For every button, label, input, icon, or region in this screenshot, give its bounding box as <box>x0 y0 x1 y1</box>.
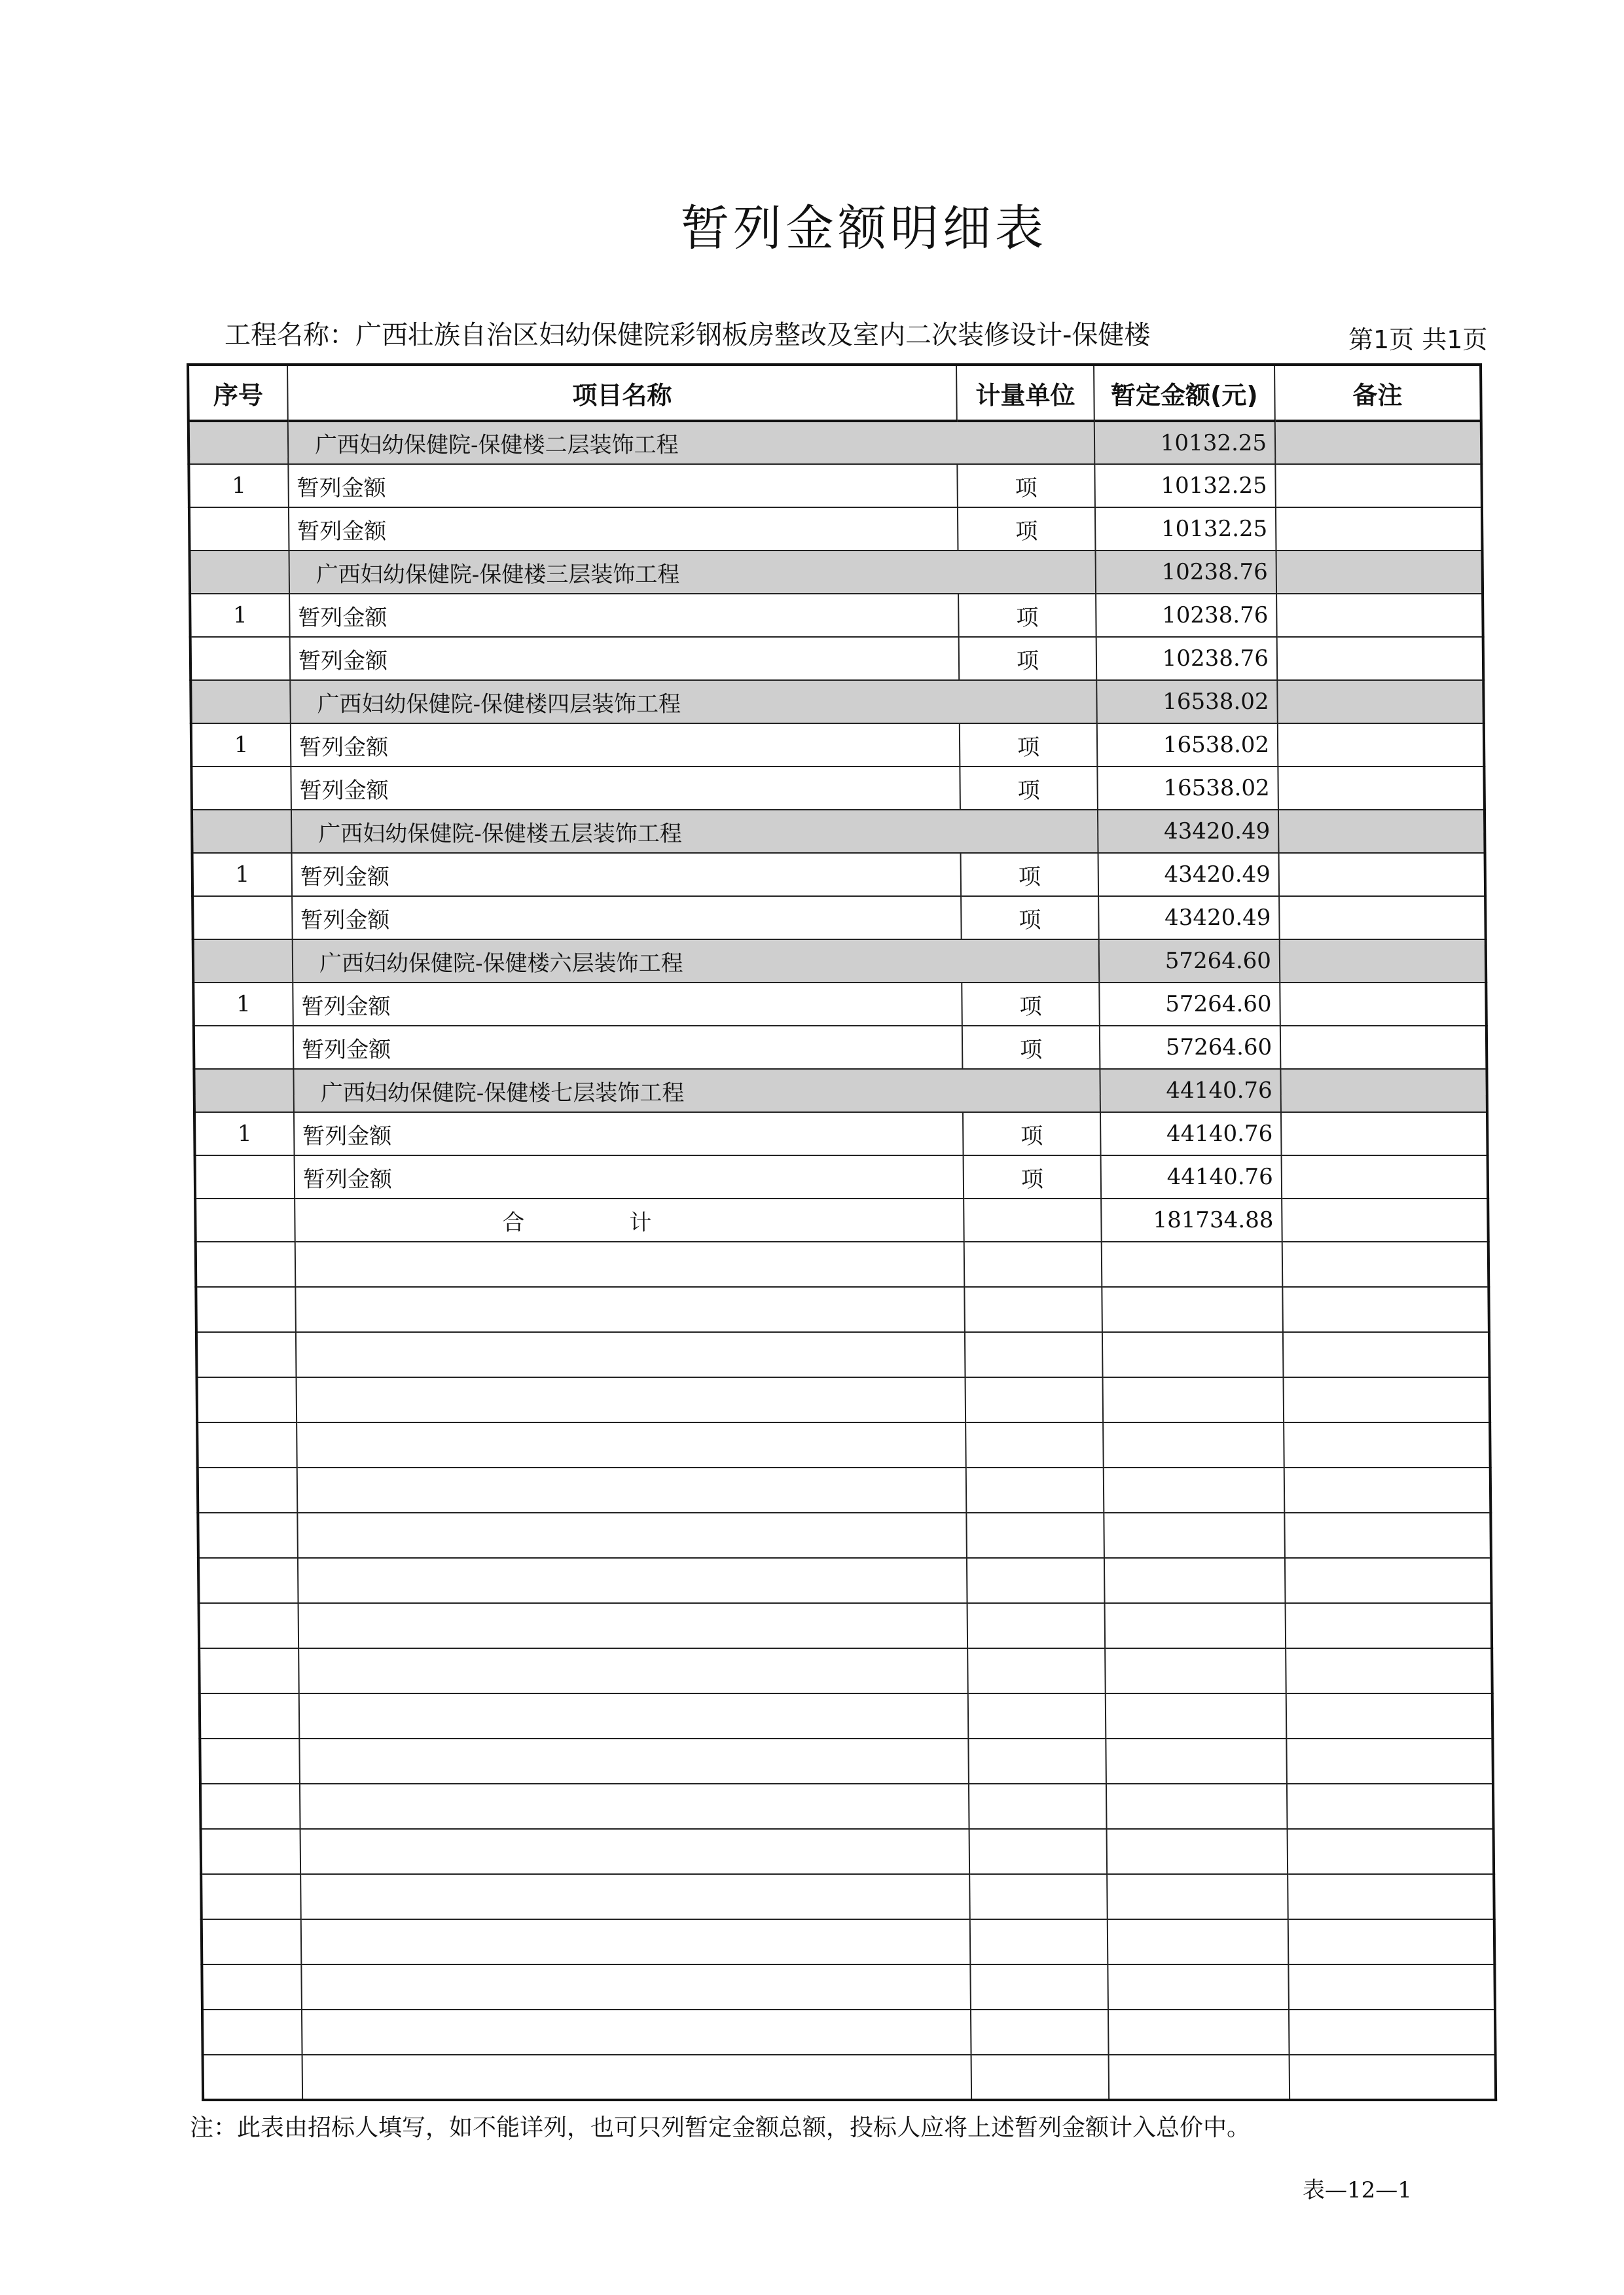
group-amount: 10132.25 <box>1094 421 1276 464</box>
empty-cell <box>1104 1468 1285 1513</box>
empty-cell <box>1288 1874 1494 1919</box>
empty-row <box>196 1242 1489 1287</box>
row-name: 暂列金额 <box>290 637 960 680</box>
row-seq: 1 <box>193 983 293 1026</box>
empty-cell <box>198 1513 298 1558</box>
row-amount: 57264.60 <box>1100 1026 1281 1069</box>
empty-row <box>198 1468 1491 1513</box>
row-unit: 项 <box>960 723 1098 767</box>
empty-cell <box>299 1693 969 1739</box>
row-unit: 项 <box>964 1155 1102 1199</box>
row-remark <box>1276 507 1483 551</box>
empty-cell <box>967 1603 1106 1648</box>
empty-row <box>198 1558 1492 1603</box>
footnote: 注：此表由招标人填写，如不能详列，也可只列暂定金额总额，投标人应将上述暂列金额计入总价中。 <box>190 2114 1251 2141</box>
empty-cell <box>1105 1648 1286 1693</box>
table-row <box>192 896 1486 939</box>
empty-cell <box>1286 1693 1493 1739</box>
empty-row <box>196 1287 1489 1332</box>
empty-row <box>202 1964 1495 2010</box>
empty-cell <box>1102 1332 1284 1377</box>
empty-cell <box>300 1829 970 1874</box>
row-name: 暂列金额 <box>288 464 958 507</box>
empty-cell <box>203 2055 303 2100</box>
row-seq <box>195 1155 295 1199</box>
row-remark <box>1282 1155 1489 1199</box>
empty-cell <box>967 1558 1105 1603</box>
group-row <box>189 551 1483 594</box>
group-row <box>194 1069 1487 1112</box>
row-remark <box>1276 594 1483 637</box>
empty-cell <box>1106 1739 1287 1784</box>
row-seq <box>191 767 291 810</box>
row-remark <box>1280 983 1487 1026</box>
header-unit: 计量单位 <box>956 365 1094 421</box>
row-remark <box>1275 464 1482 507</box>
empty-cell <box>302 2010 971 2055</box>
empty-row <box>198 1513 1491 1558</box>
empty-cell <box>198 1468 298 1513</box>
empty-cell <box>1104 1513 1285 1558</box>
group-title: 广西妇幼保健院-保健楼七层装饰工程 <box>293 1069 1100 1112</box>
empty-row <box>196 1332 1490 1377</box>
provisional-sum-table <box>187 363 1497 2101</box>
table-row <box>194 1112 1488 1155</box>
empty-cell <box>1282 1287 1489 1332</box>
group-amount: 44140.76 <box>1100 1069 1281 1112</box>
empty-cell <box>1284 1513 1491 1558</box>
empty-cell <box>200 1739 300 1784</box>
empty-cell <box>969 1829 1108 1874</box>
empty-cell <box>965 1332 1103 1377</box>
empty-cell <box>197 1422 297 1468</box>
empty-cell <box>1105 1603 1286 1648</box>
total-remark <box>1282 1199 1489 1242</box>
group-seq <box>189 551 289 594</box>
row-seq: 1 <box>191 723 291 767</box>
row-seq <box>190 637 291 680</box>
row-amount: 57264.60 <box>1099 983 1280 1026</box>
row-amount: 10132.25 <box>1095 507 1276 551</box>
empty-cell <box>1286 1603 1492 1648</box>
empty-cell <box>1108 1964 1289 2010</box>
row-amount: 44140.76 <box>1100 1112 1282 1155</box>
row-amount: 10238.76 <box>1096 637 1278 680</box>
group-amount: 10238.76 <box>1095 551 1276 594</box>
row-unit: 项 <box>961 853 1099 896</box>
empty-row <box>199 1648 1492 1693</box>
group-amount: 43420.49 <box>1098 810 1279 853</box>
empty-row <box>201 1829 1494 1874</box>
empty-cell <box>1288 1919 1495 1964</box>
group-seq <box>189 421 289 464</box>
empty-cell <box>301 1964 971 2010</box>
empty-row <box>203 2055 1496 2100</box>
empty-cell <box>299 1739 969 1784</box>
table-row <box>193 983 1487 1026</box>
row-amount: 44140.76 <box>1101 1155 1282 1199</box>
empty-cell <box>297 1377 966 1422</box>
empty-cell <box>1288 1829 1494 1874</box>
empty-cell <box>296 1332 965 1377</box>
header-name: 项目名称 <box>287 365 957 421</box>
empty-cell <box>300 1874 970 1919</box>
group-amount: 16538.02 <box>1096 680 1278 723</box>
empty-cell <box>295 1287 965 1332</box>
row-name: 暂列金额 <box>294 1112 964 1155</box>
row-seq: 1 <box>194 1112 295 1155</box>
row-unit: 项 <box>960 767 1098 810</box>
empty-row <box>201 1874 1494 1919</box>
table-row <box>189 464 1482 507</box>
table-row <box>194 1026 1487 1069</box>
row-unit: 项 <box>957 464 1095 507</box>
empty-cell <box>1106 1784 1288 1829</box>
table-row <box>189 507 1483 551</box>
empty-cell <box>1104 1558 1286 1603</box>
empty-cell <box>1108 2010 1290 2055</box>
empty-row <box>202 2010 1496 2055</box>
group-remark <box>1275 421 1482 464</box>
empty-cell <box>1107 1829 1288 1874</box>
row-name: 暂列金额 <box>295 1155 964 1199</box>
empty-cell <box>201 1829 301 1874</box>
empty-cell <box>969 1874 1108 1919</box>
empty-cell <box>197 1377 297 1422</box>
group-seq <box>194 1069 294 1112</box>
empty-row <box>197 1377 1490 1422</box>
table-header-row <box>188 365 1481 421</box>
empty-cell <box>202 1919 302 1964</box>
group-row <box>190 680 1484 723</box>
page-title: 暂列金额明细表 <box>681 200 1047 257</box>
empty-cell <box>196 1332 297 1377</box>
group-title: 广西妇幼保健院-保健楼六层装饰工程 <box>293 939 1100 983</box>
empty-cell <box>199 1603 299 1648</box>
row-unit: 项 <box>962 1026 1100 1069</box>
project-name: 工程名称：广西壮族自治区妇幼保健院彩钢板房整改及室内二次装修设计-保健楼 <box>225 320 1151 350</box>
row-remark <box>1279 896 1486 939</box>
empty-cell <box>298 1558 967 1603</box>
row-unit: 项 <box>958 507 1096 551</box>
group-title: 广西妇幼保健院-保健楼四层装饰工程 <box>290 680 1097 723</box>
empty-cell <box>1284 1377 1490 1422</box>
row-seq: 1 <box>190 594 290 637</box>
table-row <box>192 853 1486 896</box>
table-row <box>191 723 1485 767</box>
row-remark <box>1278 723 1485 767</box>
empty-cell <box>969 1784 1107 1829</box>
empty-row <box>200 1784 1494 1829</box>
empty-cell <box>200 1784 300 1829</box>
empty-cell <box>971 2010 1109 2055</box>
row-seq: 1 <box>192 853 293 896</box>
empty-cell <box>202 1964 302 2010</box>
total-seq <box>195 1199 295 1242</box>
group-title: 广西妇幼保健院-保健楼三层装饰工程 <box>289 551 1096 594</box>
empty-cell <box>1106 1693 1287 1739</box>
empty-cell <box>966 1513 1104 1558</box>
empty-cell <box>1107 1874 1288 1919</box>
empty-cell <box>1103 1422 1284 1468</box>
table-row <box>190 594 1483 637</box>
group-remark <box>1280 1069 1487 1112</box>
group-amount: 57264.60 <box>1099 939 1280 983</box>
empty-cell <box>965 1422 1104 1468</box>
header-remark: 备注 <box>1274 365 1481 421</box>
empty-row <box>199 1603 1492 1648</box>
empty-cell <box>964 1242 1102 1287</box>
empty-cell <box>971 2055 1110 2100</box>
row-name: 暂列金额 <box>289 507 958 551</box>
row-remark <box>1281 1112 1488 1155</box>
empty-cell <box>964 1287 1102 1332</box>
empty-cell <box>1284 1468 1491 1513</box>
row-remark <box>1279 853 1486 896</box>
empty-cell <box>967 1648 1106 1693</box>
page-number: 第1页 共1页 <box>1348 325 1488 354</box>
row-remark <box>1277 637 1484 680</box>
empty-row <box>200 1693 1493 1739</box>
empty-cell <box>298 1603 968 1648</box>
empty-cell <box>1282 1242 1489 1287</box>
empty-cell <box>1102 1242 1283 1287</box>
row-name: 暂列金额 <box>291 767 960 810</box>
empty-cell <box>1102 1287 1283 1332</box>
row-amount: 10238.76 <box>1096 594 1277 637</box>
empty-row <box>202 1919 1495 1964</box>
table-row <box>195 1155 1489 1199</box>
group-remark <box>1276 551 1483 594</box>
empty-cell <box>965 1377 1104 1422</box>
empty-cell <box>297 1468 967 1513</box>
group-title: 广西妇幼保健院-保健楼二层装饰工程 <box>288 421 1095 464</box>
group-row <box>193 939 1487 983</box>
group-seq <box>193 939 293 983</box>
empty-cell <box>966 1468 1104 1513</box>
row-amount: 16538.02 <box>1097 767 1278 810</box>
empty-cell <box>297 1422 966 1468</box>
row-remark <box>1278 767 1485 810</box>
row-seq <box>189 507 289 551</box>
empty-cell <box>201 1874 301 1919</box>
row-unit: 项 <box>962 983 1100 1026</box>
row-amount: 16538.02 <box>1097 723 1278 767</box>
empty-cell <box>1286 1648 1492 1693</box>
empty-cell <box>1108 1919 1289 1964</box>
empty-cell <box>1290 2055 1496 2100</box>
empty-cell <box>968 1739 1106 1784</box>
empty-cell <box>1288 1964 1495 2010</box>
empty-cell <box>300 1784 969 1829</box>
empty-cell <box>1285 1558 1492 1603</box>
group-remark <box>1278 810 1485 853</box>
row-amount: 43420.49 <box>1098 896 1280 939</box>
empty-cell <box>295 1242 965 1287</box>
group-seq <box>190 680 291 723</box>
empty-cell <box>1103 1377 1284 1422</box>
empty-cell <box>302 2055 972 2100</box>
row-name: 暂列金额 <box>292 853 962 896</box>
empty-cell <box>199 1648 299 1693</box>
empty-cell <box>968 1693 1106 1739</box>
group-remark <box>1280 939 1487 983</box>
form-code: 表—12—1 <box>1303 2177 1412 2203</box>
row-name: 暂列金额 <box>293 983 962 1026</box>
table-row <box>191 767 1485 810</box>
row-unit: 项 <box>958 594 1096 637</box>
row-seq <box>194 1026 294 1069</box>
row-seq <box>192 896 293 939</box>
row-unit: 项 <box>959 637 1097 680</box>
total-unit <box>964 1199 1102 1242</box>
group-title: 广西妇幼保健院-保健楼五层装饰工程 <box>291 810 1098 853</box>
row-unit: 项 <box>961 896 1099 939</box>
empty-cell <box>198 1558 298 1603</box>
row-name: 暂列金额 <box>291 723 960 767</box>
empty-cell <box>200 1693 300 1739</box>
empty-cell <box>297 1513 967 1558</box>
total-amount: 181734.88 <box>1101 1199 1282 1242</box>
empty-cell <box>1286 1739 1493 1784</box>
empty-cell <box>301 1919 971 1964</box>
row-unit: 项 <box>963 1112 1101 1155</box>
row-name: 暂列金额 <box>289 594 959 637</box>
group-row <box>192 810 1485 853</box>
row-remark <box>1280 1026 1487 1069</box>
total-label: 合计 <box>295 1199 964 1242</box>
row-amount: 10132.25 <box>1094 464 1276 507</box>
empty-cell <box>196 1242 296 1287</box>
empty-cell <box>1109 2055 1290 2100</box>
row-name: 暂列金额 <box>292 896 962 939</box>
empty-cell <box>298 1648 968 1693</box>
empty-cell <box>1287 1784 1494 1829</box>
table-body <box>189 421 1496 2100</box>
empty-cell <box>202 2010 302 2055</box>
empty-cell <box>1284 1422 1490 1468</box>
total-row <box>195 1199 1489 1242</box>
empty-row <box>197 1422 1490 1468</box>
table-row <box>190 637 1484 680</box>
header-seq: 序号 <box>188 365 288 421</box>
group-remark <box>1277 680 1484 723</box>
empty-cell <box>970 1919 1108 1964</box>
empty-cell <box>196 1287 296 1332</box>
row-name: 暂列金额 <box>293 1026 963 1069</box>
empty-cell <box>1289 2010 1496 2055</box>
empty-row <box>200 1739 1493 1784</box>
empty-cell <box>970 1964 1108 2010</box>
group-seq <box>192 810 292 853</box>
row-amount: 43420.49 <box>1098 853 1280 896</box>
empty-cell <box>1283 1332 1490 1377</box>
group-row <box>189 421 1482 464</box>
header-amount: 暂定金额(元) <box>1094 365 1275 421</box>
row-seq: 1 <box>189 464 289 507</box>
